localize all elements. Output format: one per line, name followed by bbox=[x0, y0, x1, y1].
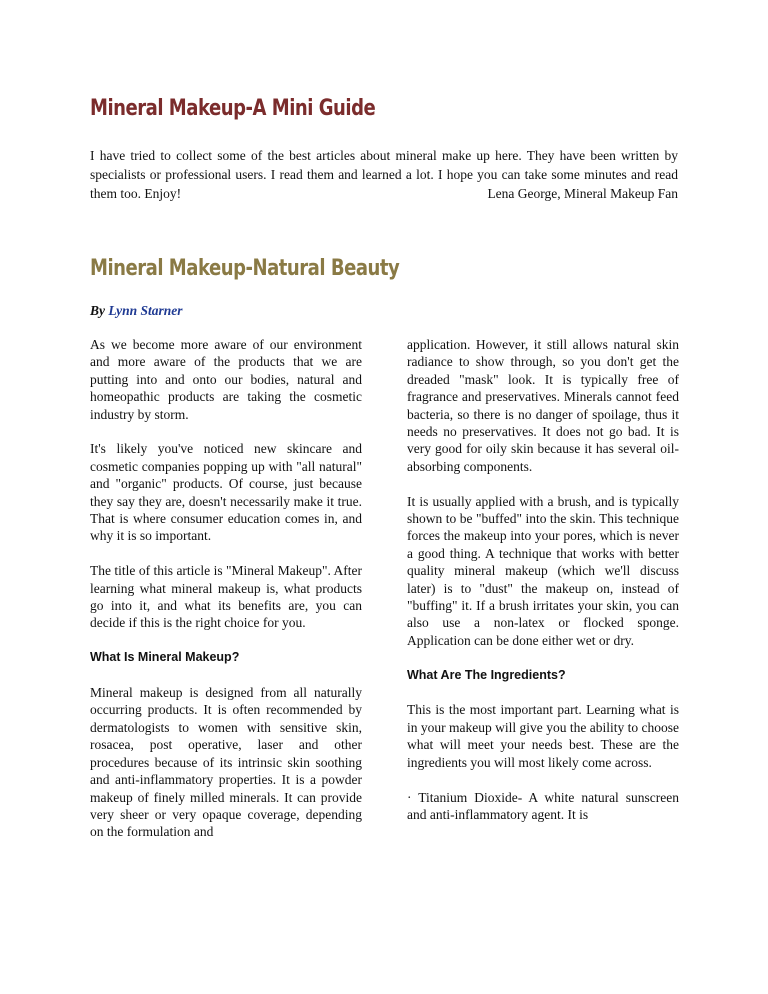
intro-text: I have tried to collect some of the best articles about mineral make up here. They have been written by specialists or professional users. I read them and learned a lot. I hope you can take some minutes and read them too. Enjoy! bbox=[90, 148, 678, 201]
intro-signature: Lena George, Mineral Makeup Fan bbox=[487, 186, 678, 201]
guide-title: Mineral Makeup-A Mini Guide bbox=[90, 96, 376, 121]
article-title: Mineral Makeup-Natural Beauty bbox=[90, 256, 400, 281]
byline-label: By bbox=[90, 303, 105, 318]
left-paragraph-1: As we become more aware of our environment and more aware of the products that we are putting into and onto our bodies, natural and homeopathic products are taking the cosmetic industry by storm. bbox=[90, 337, 362, 422]
left-column bbox=[90, 336, 362, 858]
right-paragraph-1: application. However, it still allows natural skin radiance to show through, so you don't get the dreaded "mask" look. It is typically free of fragrance and preservatives. Minerals cannot feed bacteria, so there is no danger of spoilage, thus it needs no preservatives. It does not go bad. It is very good for oily skin because it has several oil- absorbing components. bbox=[407, 337, 679, 474]
left-paragraph-3: The title of this article is "Mineral Makeup". After learning what mineral makeup is, what products go into it, and what its benefits are, you can decide if this is the right choice for you. bbox=[90, 563, 362, 631]
byline bbox=[90, 303, 183, 319]
heading-what-is-mineral-makeup: What Is Mineral Makeup? bbox=[90, 650, 240, 665]
author-link[interactable]: Lynn Starner bbox=[108, 303, 183, 318]
right-paragraph-3: This is the most important part. Learning what is in your makeup will give you the ability to choose what will meet your needs best. These are the ingredients you will most likely come across. bbox=[407, 702, 679, 770]
intro-paragraph bbox=[90, 146, 678, 203]
right-paragraph-2: It is usually applied with a brush, and is typically shown to be "buffed" into the skin. This technique forces the makeup into your pores, which is never a good thing. A technique that works with better quality mineral makeup (which we'll discuss later) is to "dust" the makeup on, instead of "buffing" it. If a brush irritates your skin, you can also use a non-latex or flocked sponge. Application can be done either wet or dry. bbox=[407, 493, 679, 648]
left-paragraph-4: Mineral makeup is designed from all naturally occurring products. It is often recommended by dermatologists to women with sensitive skin, rosacea, post operative, laser and other procedures because of its intrinsic skin soothing and anti-inflammatory properties. It is a powder makeup of finely milled minerals. It can provide very sheer or very opaque coverage, depending on the formulation and bbox=[90, 685, 362, 840]
left-paragraph-2: It's likely you've noticed new skincare and cosmetic companies popping up with "all natural" and "organic" products. Of course, just because they say they are, doesn't necessarily make it true. That is where consumer education comes in, and why it is so important. bbox=[90, 441, 362, 544]
right-paragraph-4: · Titanium Dioxide- A white natural sunscreen and anti-inflammatory agent. It is bbox=[407, 789, 679, 822]
right-column bbox=[407, 336, 679, 841]
heading-what-are-the-ingredients: What Are The Ingredients? bbox=[407, 667, 566, 682]
